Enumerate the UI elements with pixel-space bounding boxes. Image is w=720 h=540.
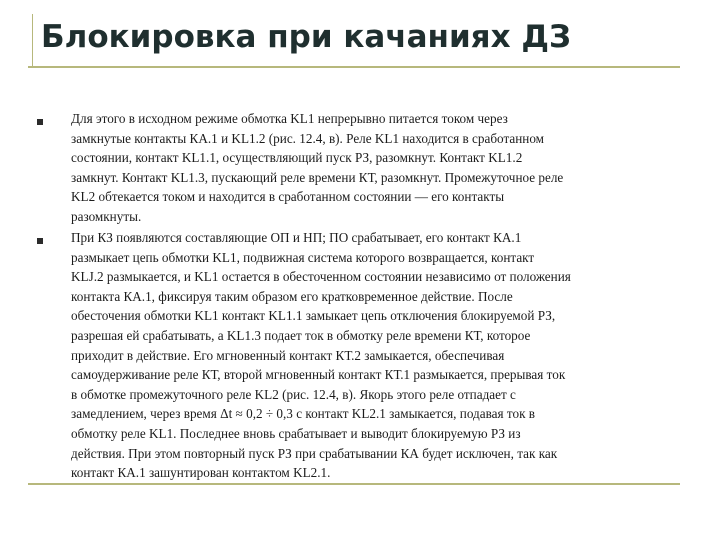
bullet-marker-2 xyxy=(37,238,43,244)
text-line: KLJ.2 размыкается, и KL1 остается в обесточенном состоянии независимо от положения xyxy=(71,269,571,285)
text-line: замедлением, через время Δt ≈ 0,2 ÷ 0,3 с контакт KL2.1 замыкается, подавая ток в xyxy=(71,406,535,422)
text-line: обесточения обмотки KL1 контакт KL1.1 замыкает цепь отключения блокируемой РЗ, xyxy=(71,308,556,324)
text-line: замкнут. Контакт KL1.3, пускающий реле времени КТ, разомкнут. Промежуточное реле xyxy=(71,169,564,185)
bullet-paragraph-2 xyxy=(71,228,683,483)
text-line: размыкает цепь обмотки KL1, подвижная система которого возвращается, контакт xyxy=(71,249,535,265)
bullet-paragraph-1 xyxy=(71,109,683,227)
text-line: действия. При этом повторный пуск РЗ при срабатывании КА будет исключен, так как xyxy=(71,445,558,461)
text-line: контакта КА.1, фиксируя таким образом его кратковременное действие. После xyxy=(71,288,513,304)
text-line: разрешая ей срабатывать, а KL1.3 подает ток в обмотку реле времени КТ, которое xyxy=(71,327,531,343)
text-line: замкнутые контакты КА.1 и KL1.2 (рис. 12.4, в). Реле KL1 находится в сработанном xyxy=(71,130,545,146)
text-line: состоянии, контакт KL1.1, осуществляющий пуск РЗ, разомкнут. Контакт KL1.2 xyxy=(71,150,523,166)
title-underline xyxy=(28,66,680,68)
bottom-rule xyxy=(28,483,680,485)
text-line: обмотку реле KL1. Последнее вновь срабатывает и выводит блокируемую РЗ из xyxy=(71,425,521,441)
title-left-rule xyxy=(32,14,33,67)
text-line: приходит в действие. Его мгновенный контакт КТ.2 замыкается, обеспечивая xyxy=(71,347,505,363)
text-line: разомкнуты. xyxy=(71,208,142,224)
slide-title: Блокировка при качаниях ДЗ xyxy=(41,19,571,55)
text-line: контакт КА.1 зашунтирован контактом KL2.1. xyxy=(71,465,331,481)
text-line: KL2 обтекается током и находится в сработанном состоянии — его контакты xyxy=(71,189,505,205)
text-line: в обмотке промежуточного реле KL2 (рис. 12.4, в). Якорь этого реле отпадает с xyxy=(71,386,516,402)
text-line: Для этого в исходном режиме обмотка KL1 непрерывно питается током через xyxy=(71,111,508,126)
text-line: самоудерживание реле КТ, второй мгновенный контакт КТ.1 размыкается, прерывая ток xyxy=(71,367,566,383)
text-line: При КЗ появляются составляющие ОП и НП; ПО срабатывает, его контакт КА.1 xyxy=(71,230,522,245)
bullet-marker-1 xyxy=(37,119,43,125)
